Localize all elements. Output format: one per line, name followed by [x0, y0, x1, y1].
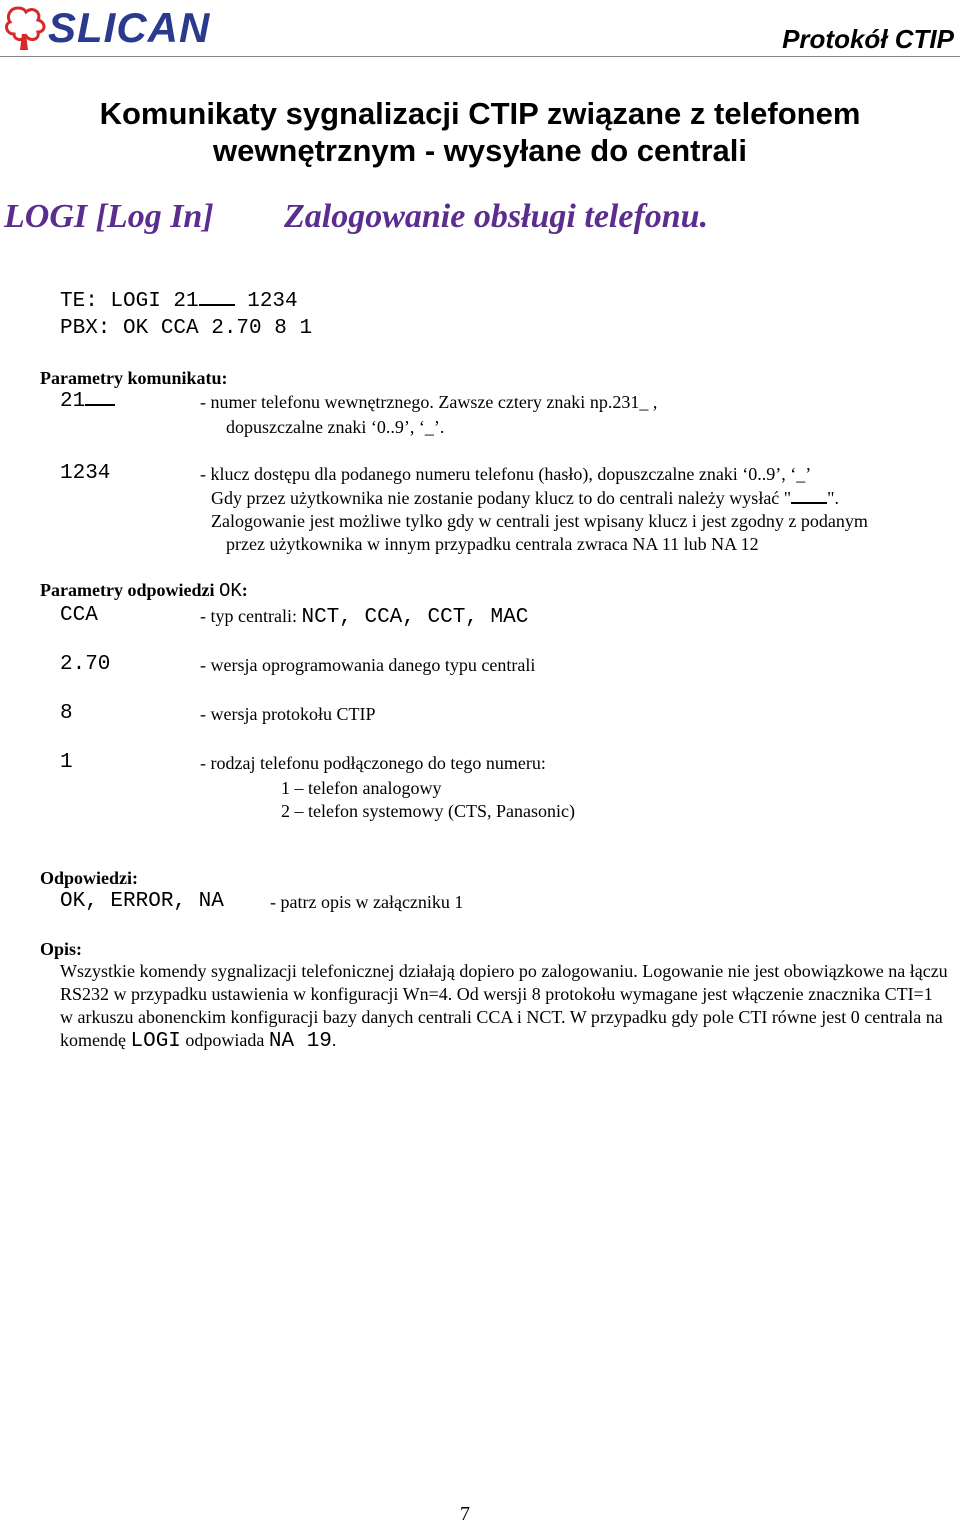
- slican-logo: [4, 4, 224, 52]
- tree-logo-icon: [4, 4, 48, 52]
- example-te-line: [60, 290, 298, 313]
- header-divider: [0, 56, 960, 57]
- response-param-desc-text: - typ centrali:: [200, 606, 302, 626]
- response-param-desc: - rodzaj telefonu podłączonego do tego numeru:: [200, 753, 546, 773]
- response-param-desc: - wersja protokołu CTIP: [200, 704, 376, 724]
- command-description: Zalogowanie obsługi telefonu.: [284, 198, 709, 235]
- param-ext-number: [60, 390, 115, 413]
- response-param-desc: [200, 606, 528, 629]
- param-access-key-desc-2: [211, 488, 839, 509]
- placeholder-underline: [85, 403, 115, 406]
- phone-type-option: 2 – telefon systemowy (CTS, Panasonic): [281, 801, 575, 821]
- opis-text-end: .: [331, 1030, 337, 1050]
- opis-paragraph: [60, 960, 950, 1053]
- params-response-heading-ok: OK: [218, 580, 242, 602]
- section-title-line2: wewnętrznym - wysyłane do centrali: [212, 133, 748, 168]
- param-ext-number-name: 21: [60, 390, 86, 413]
- response-param-name: CCA: [60, 604, 98, 627]
- responses-heading: Odpowiedzi:: [40, 868, 139, 888]
- placeholder-underline: [791, 501, 827, 504]
- param-ext-number-desc-2: dopuszczalne znaki ‘0..9’, ‘_’.: [226, 417, 445, 437]
- opis-heading: Opis:: [40, 939, 83, 959]
- responses-desc: - patrz opis w załączniku 1: [270, 892, 464, 912]
- response-param-name: 8: [60, 702, 73, 725]
- param-access-key-desc-2b: ".: [827, 488, 839, 508]
- section-title-line1: Komunikaty sygnalizacji CTIP związane z telefonem: [99, 96, 861, 131]
- params-request-heading: Parametry komunikatu:: [40, 368, 228, 388]
- response-param-desc: - wersja oprogramowania danego typu centrali: [200, 655, 536, 675]
- param-ext-number-desc-1: - numer telefonu wewnętrznego. Zawsze cztery znaki np.231_ ,: [200, 392, 658, 412]
- param-access-key-desc-2a: Gdy przez użytkownika nie zostanie podany klucz to do centrali należy wysłać ": [211, 488, 792, 508]
- opis-text-mid: odpowiada: [180, 1030, 269, 1050]
- command-name: LOGI [Log In]: [4, 198, 214, 235]
- responses-codes: OK, ERROR, NA: [60, 890, 224, 913]
- example-pbx-line: PBX: OK CCA 2.70 8 1: [60, 317, 313, 340]
- response-param-desc-code: NCT, CCA, CCT, MAC: [301, 606, 529, 629]
- example-te-prefix: TE: LOGI 21: [60, 290, 199, 313]
- document-header-title: Protokół CTIP: [782, 24, 954, 54]
- param-access-key-desc-1: - klucz dostępu dla podanego numeru telefonu (hasło), dopuszczalne znaki ‘0..9’, ‘_’: [200, 464, 812, 484]
- response-param-name: 1: [60, 751, 73, 774]
- param-access-key-desc-4: przez użytkownika w innym przypadku centrala zwraca NA 11 lub NA 12: [226, 534, 759, 554]
- phone-type-option: 1 – telefon analogowy: [281, 778, 442, 798]
- param-access-key: 1234: [60, 462, 111, 485]
- param-access-key-desc-3: Zalogowanie jest możliwe tylko gdy w centrali jest wpisany klucz i jest zgodny z podanym: [211, 511, 868, 531]
- params-response-heading-text: Parametry odpowiedzi: [40, 580, 219, 600]
- params-response-heading-colon: :: [241, 580, 248, 600]
- logo-wordmark: SLICAN: [48, 4, 211, 51]
- opis-text: Wszystkie komendy sygnalizacji telefonicznej działają dopiero po zalogowaniu. Logowanie nie jest obowiązkowe na łączu RS232 w przypadku ustawienia w konfiguracji Wn=4. Od wersji 8 protokołu wymagane jest włączenie znacznika CTI=1 w arkuszu abonenckim konfiguracji bazy danych centrali CCA i NCT. W przypadku gdy pole CTI równe jest 0 centrala na komendę: [60, 961, 948, 1050]
- opis-code-na19: NA 19: [268, 1030, 332, 1053]
- page-number: 7: [460, 1503, 470, 1525]
- response-param-name: 2.70: [60, 653, 111, 676]
- placeholder-underline: [199, 303, 235, 306]
- params-response-heading: [40, 580, 248, 602]
- opis-code-logi: LOGI: [130, 1030, 181, 1053]
- example-te-suffix: 1234: [234, 290, 298, 313]
